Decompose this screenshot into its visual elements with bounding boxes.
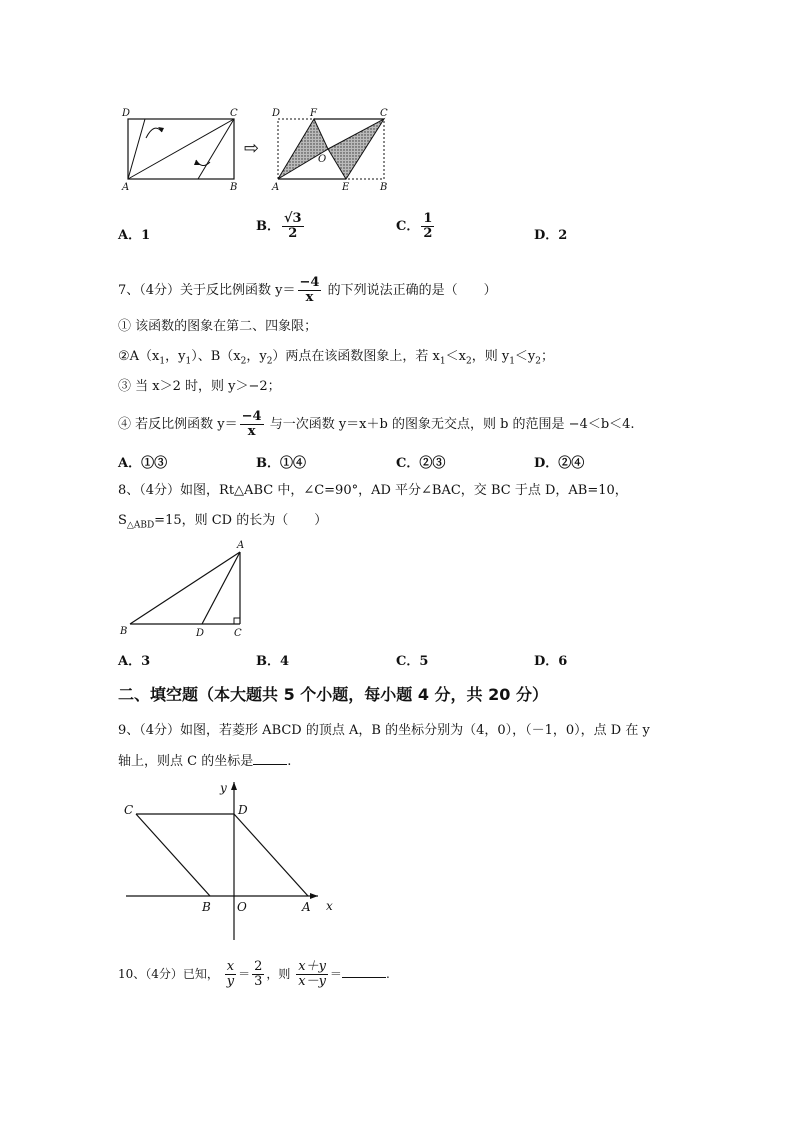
label-O: O bbox=[318, 154, 327, 165]
q6-option-a: A．1 bbox=[118, 228, 151, 243]
label-C: C bbox=[230, 108, 238, 119]
q6-option-c: C． $\frac{1}{2}$ bbox=[396, 211, 433, 241]
label-A: A bbox=[302, 900, 311, 914]
q10-stem: 10、（4分）已知， $\frac{x}{y}$ ＝ $\frac{2}{3}$ ，则 $\frac{x+y}{x-y}$ ＝ . bbox=[118, 959, 390, 989]
label-D: D bbox=[238, 803, 248, 817]
axis-label-y: y bbox=[220, 781, 227, 795]
q8-stem-line1: 8、（4分）如图，Rt△ABC 中，∠C=90°，AD 平分∠BAC，交 BC 于点 D，AB=10， bbox=[118, 483, 628, 498]
label-B: B bbox=[230, 182, 238, 193]
q7-statement-1: ① 该函数的图象在第二、四象限； bbox=[118, 319, 318, 334]
label-B: B bbox=[202, 900, 211, 914]
q7-option-b: B．①④ bbox=[256, 456, 306, 471]
q6-option-b: B． $\frac{√3}{2}$ bbox=[256, 211, 302, 241]
label-A: A bbox=[122, 182, 130, 193]
q8-option-b: B．4 bbox=[256, 654, 290, 669]
q8-stem-line2: $S_{\triangle ABD}=15$，则 CD 的长为（ ） bbox=[118, 513, 328, 531]
q8-triangle-figure bbox=[116, 536, 256, 642]
label-A: A bbox=[272, 182, 280, 193]
q7-option-a: A．①③ bbox=[118, 456, 168, 471]
label-D: D bbox=[196, 628, 205, 639]
q7-statement-4: ④ 若反比例函数 y＝ $\frac{-4}{x}$ 与一次函数 y＝x＋b 的图象无交点，则 b 的范围是 −4＜b＜4. bbox=[118, 409, 635, 439]
label-B: B bbox=[380, 182, 388, 193]
q7-statement-2: $②A(x_1$，$y_1$）、$B(x_2$，$y_2$）两点在该函数图象上，若 $x_1<x_2$，则 $y_1<y_2$； bbox=[118, 349, 555, 367]
q9-stem-line2: 轴上，则点 C 的坐标是 . bbox=[118, 754, 292, 769]
label-A: A bbox=[237, 540, 245, 551]
label-F: F bbox=[310, 108, 317, 119]
q9-rhombus-figure bbox=[118, 776, 348, 942]
section-heading: 二、填空题（本大题共 5 个小题，每小题 4 分，共 20 分） bbox=[118, 685, 548, 704]
q7-option-c: C．②③ bbox=[396, 456, 446, 471]
q8-option-c: C．5 bbox=[396, 654, 429, 669]
q8-option-d: D．6 bbox=[534, 654, 568, 669]
q6-option-d: D．2 bbox=[534, 228, 568, 243]
q8-option-a: A．3 bbox=[118, 654, 151, 669]
q7-statement-3: ③ 当 x＞2 时，则 y＞−2； bbox=[118, 379, 281, 394]
q9-stem-line1: 9、（4分）如图，若菱形 ABCD 的顶点 A，B 的坐标分别为（4，0），（－1，0），点 D 在 y bbox=[118, 723, 650, 738]
label-D: D bbox=[272, 108, 281, 119]
label-C: C bbox=[124, 803, 134, 817]
label-C: C bbox=[380, 108, 388, 119]
label-E: E bbox=[342, 182, 350, 193]
label-O: O bbox=[237, 900, 247, 914]
answer-blank[interactable] bbox=[342, 965, 386, 978]
answer-blank[interactable] bbox=[253, 752, 287, 765]
q7-option-d: D．②④ bbox=[534, 456, 585, 471]
q7-stem: 7、（4分）关于反比例函数 y＝ $\frac{-4}{x}$ 的下列说法正确的是（ ） bbox=[118, 275, 497, 305]
label-C: C bbox=[234, 628, 242, 639]
axis-label-x: x bbox=[326, 899, 333, 913]
q6-figure-left bbox=[118, 104, 248, 194]
label-B: B bbox=[120, 626, 128, 637]
label-D: D bbox=[122, 108, 131, 119]
transform-arrow: ⇨ bbox=[244, 138, 260, 159]
q6-figure-right bbox=[268, 104, 398, 194]
